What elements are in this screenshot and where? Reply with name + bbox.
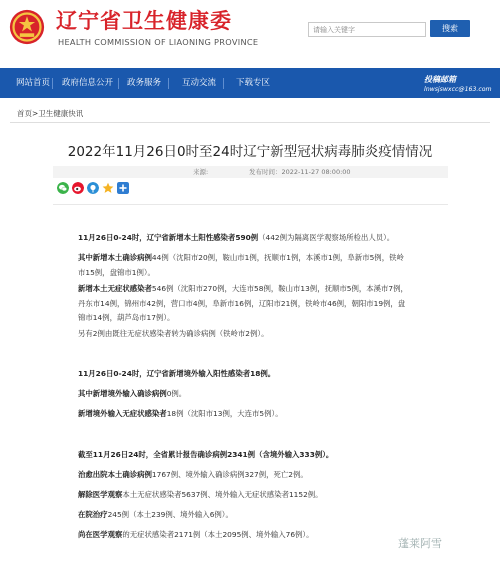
article-meta bbox=[53, 166, 448, 178]
national-emblem-icon bbox=[9, 9, 45, 45]
qzone-icon[interactable] bbox=[87, 182, 99, 194]
para-hospitalized-bold: 在院治疗 bbox=[78, 510, 108, 519]
nav-home[interactable]: 网站首页 bbox=[16, 78, 51, 88]
para-local-asymptomatic bbox=[78, 282, 408, 326]
watermark: 蓬莱阿雪 bbox=[398, 537, 442, 550]
para-local-asymptomatic-bold: 新增本土无症状感染者 bbox=[78, 284, 152, 293]
para-observation-rest: 的无症状感染者2171例（本土2095例、境外输入76例）。 bbox=[122, 530, 314, 539]
para-released-rest: 本土无症状感染者5637例、境外输入无症状感染者1152例。 bbox=[122, 490, 323, 499]
publish-time: 发布时间：2022-11-27 08:00:00 bbox=[249, 168, 351, 176]
para-imported-asymptomatic-bold: 新增境外输入无症状感染者 bbox=[78, 409, 167, 418]
para-imported-asymptomatic bbox=[78, 407, 408, 422]
nav-downloads[interactable]: 下载专区 bbox=[236, 78, 271, 88]
para-hospitalized-rest: 245例（本土239例、境外输入6例）。 bbox=[107, 510, 233, 519]
para-recovered bbox=[78, 468, 408, 483]
para-conversion: 另有2例由既往无症状感染者转为确诊病例（铁岭市2例）。 bbox=[78, 329, 269, 338]
more-share-icon[interactable] bbox=[117, 182, 129, 194]
para-summary-bold: 11月26日0-24时，辽宁省新增本土阳性感染者590例 bbox=[78, 233, 259, 242]
para-local-confirmed bbox=[78, 251, 408, 280]
para-released bbox=[78, 488, 408, 503]
para-imported-summary-bold: 11月26日0-24时，辽宁省新增境外输入阳性感染者18例。 bbox=[78, 369, 276, 378]
weibo-icon[interactable] bbox=[72, 182, 84, 194]
source-label: 来源: bbox=[193, 168, 209, 176]
mailbox-title: 投稿邮箱 bbox=[424, 75, 456, 84]
content-divider bbox=[53, 204, 448, 205]
article-title: 2022年11月26日0时至24时辽宁新型冠状病毒肺炎疫情情况 bbox=[67, 144, 433, 160]
para-imported-asymptomatic-rest: 18例（沈阳市13例，大连市5例）。 bbox=[166, 409, 283, 418]
mailbox-link[interactable] bbox=[424, 74, 492, 93]
mailbox-email: lnwsjswxcc@163.com bbox=[424, 86, 492, 93]
para-imported-confirmed-bold: 其中新增境外输入确诊病例 bbox=[78, 389, 167, 398]
search-button[interactable]: 搜索 bbox=[430, 20, 470, 37]
para-local-confirmed-bold: 其中新增本土确诊病例 bbox=[78, 253, 152, 262]
nav-services[interactable]: 政务服务 bbox=[127, 78, 162, 88]
para-recovered-bold: 治愈出院本土确诊病例 bbox=[78, 470, 152, 479]
para-summary bbox=[78, 231, 408, 246]
para-hospitalized bbox=[78, 508, 408, 523]
search-input[interactable]: 请输入关键字 bbox=[308, 22, 426, 37]
site-subtitle: HEALTH COMMISSION OF LIAONING PROVINCE bbox=[58, 37, 259, 47]
site-header bbox=[0, 0, 500, 68]
para-cumulative bbox=[78, 448, 408, 463]
para-local-asymptomatic-rest: 546例（沈阳市270例，大连市58例，鞍山市13例，抚顺市5例，本溪市7例，丹东市14例，锦州市42例，营口市4例，阜新市16例，辽阳市21例，铁岭市46例，朝阳市19例，盘锦市14例，葫芦岛市17例）。 bbox=[78, 284, 408, 322]
para-observation bbox=[78, 528, 408, 543]
para-released-bold: 解除医学观察 bbox=[78, 490, 123, 499]
breadcrumb-divider bbox=[10, 122, 490, 123]
favorite-star-icon[interactable] bbox=[102, 182, 114, 194]
nav-interaction[interactable]: 互动交流 bbox=[182, 78, 217, 88]
breadcrumb[interactable]: 首页>卫生健康快讯 bbox=[17, 109, 84, 118]
para-cumulative-bold: 截至11月26日24时，全省累计报告确诊病例2341例（含境外输入333例）。 bbox=[78, 450, 334, 459]
para-imported-confirmed-rest: 0例。 bbox=[166, 389, 187, 398]
para-imported-summary bbox=[78, 367, 408, 382]
main-nav bbox=[0, 68, 500, 98]
para-observation-bold: 尚在医学观察 bbox=[78, 530, 123, 539]
para-imported-confirmed bbox=[78, 387, 408, 402]
para-summary-rest: （442例为隔离医学观察场所检出人员）。 bbox=[258, 233, 395, 242]
wechat-icon[interactable] bbox=[57, 182, 69, 194]
para-local-confirmed-rest: 44例（沈阳市20例，鞍山市1例，抚顺市1例，本溪市1例，阜新市5例，铁岭市15例，盘锦市1例）。 bbox=[78, 253, 404, 277]
para-recovered-rest: 1767例、境外输入确诊病例327例，死亡2例。 bbox=[151, 470, 308, 479]
site-title: 辽宁省卫生健康委 bbox=[56, 8, 232, 33]
nav-gov-info[interactable]: 政府信息公开 bbox=[62, 78, 114, 88]
